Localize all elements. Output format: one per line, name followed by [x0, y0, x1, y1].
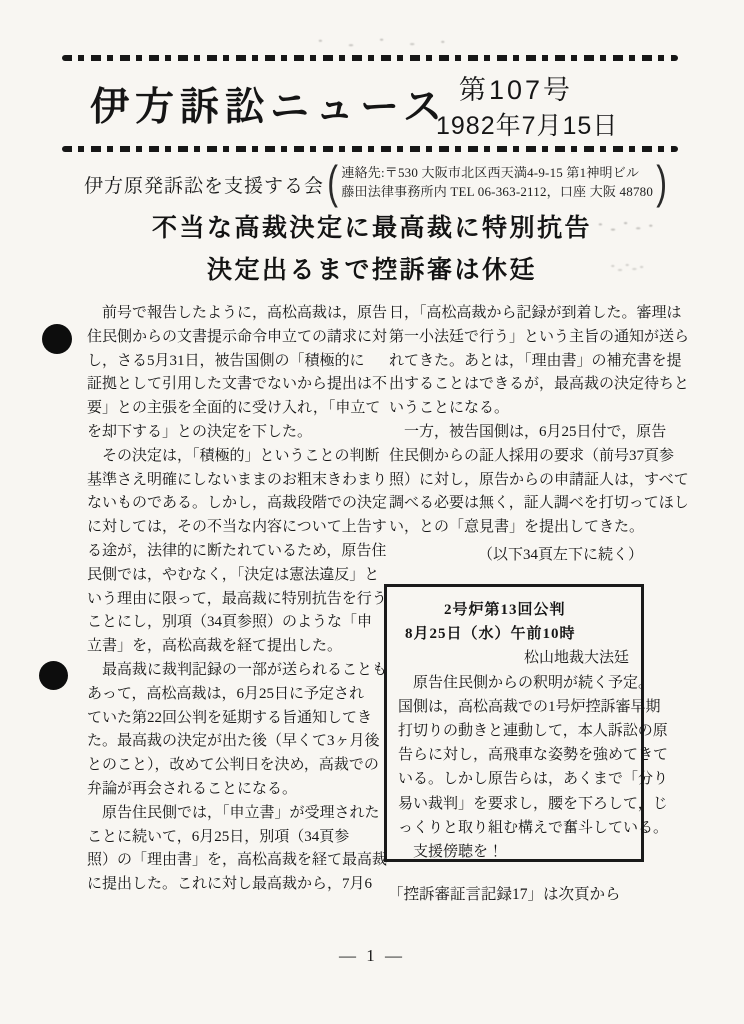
body-line: た。最高裁の決定が出た後（早くて3ヶ月後	[87, 733, 380, 750]
body-column-right	[389, 302, 690, 568]
notice-line: 告らに対し，高飛車な姿勢を強めてきて	[398, 747, 669, 764]
body-line: その決定は，「積極的」ということの判断	[87, 447, 380, 464]
paren-close: )	[656, 156, 668, 208]
body-line: に対しては，その不当な内容について上告す	[87, 519, 387, 536]
body-line: ないものである。しかし，高裁段階での決定	[87, 495, 388, 512]
body-line: 住民側からの証人採用の要求（前号37頁参	[389, 447, 675, 464]
body-line: 出することはできるが，最高裁の決定待ちと	[389, 376, 690, 393]
body-line: いうことになる。	[389, 400, 510, 417]
body-line: 照）に対し，原告からの申請証人は，すべて	[389, 471, 689, 488]
scan-smudge	[608, 258, 648, 278]
continuation-note: （以下34頁左下に続く）	[477, 546, 643, 563]
body-line: る途が，法律的に断たれているため，原告住	[87, 542, 387, 559]
headline-main: 不当な高裁決定に最高裁に特別抗告	[151, 214, 592, 242]
hearing-datetime: 8月25日（水）午前10時	[405, 626, 576, 643]
notice-line: 打切りの動きと連動して，本人訴訟の原	[398, 723, 668, 740]
next-page-note: 「控訴審証言記録17」は次頁から	[388, 886, 621, 903]
paren-open: (	[327, 156, 339, 208]
hearing-title: 2号炉第13回公判	[444, 602, 566, 618]
body-line: 住民側からの文書提示命令申立ての請求に対	[87, 328, 388, 345]
page-number: ― 1 ―	[339, 946, 405, 965]
notice-line: 原告住民側からの釈明が続く予定。	[398, 674, 654, 691]
body-line: 弁論が再会されることになる。	[87, 780, 298, 797]
notice-closing: 支援傍聴を！	[398, 844, 504, 861]
body-line: 第一小法廷で行う」という主旨の通知が送ら	[389, 328, 690, 345]
body-line: あって，高松高裁は，6月25日に予定され	[87, 685, 365, 702]
hearing-venue: 松山地裁大法廷	[524, 650, 630, 667]
body-line: 原告住民側では，「申立書」が受理された	[87, 804, 380, 821]
contact-address	[341, 163, 653, 201]
body-column-left	[87, 302, 388, 897]
body-line: 民側では，やむなく，「決定は憲法違反」と	[87, 566, 380, 583]
scan-smudge	[592, 214, 662, 240]
contact-address-line2: 藤田法律事務所内 TEL 06-363-2112，口座 大阪 48780	[341, 184, 654, 199]
notice-line: いる。しかし原告らは，あくまで「分り	[398, 771, 669, 788]
notice-line: 易い裁判」を要求し，腰を下ろして，じ	[398, 795, 668, 812]
scan-smudge	[300, 32, 470, 54]
body-line: 日，「高松高裁から記録が到着した。審理は	[389, 305, 682, 321]
dashed-rule-middle	[62, 146, 678, 152]
body-line: いう理由に限って，最高裁に特別抗告を行う	[87, 590, 387, 607]
body-line: 基準さえ明確にしないままのお粗末きわまり	[87, 471, 388, 488]
body-line: 調べる必要は無く，証人調べを打切ってほし	[389, 495, 689, 512]
body-line: 照）の「理由書」を，高松高裁を経て最高裁	[87, 852, 388, 869]
notice-line: っくりと取り組む構えで奮斗している。	[398, 819, 669, 836]
newsletter-title: 伊方訴訟ニュース	[90, 86, 449, 129]
body-line: ことにし，別項（34頁参照）のような「申	[87, 614, 373, 631]
contact-address-line1: 連絡先:〒530 大阪市北区西天満4-9-15 第1神明ビル	[341, 165, 640, 180]
body-line: い，との「意見書」を提出してきた。	[389, 519, 645, 536]
body-line: を却下する」との決定を下した。	[87, 423, 313, 440]
notice-line: 国側は，高松高裁での1号炉控訴審早期	[398, 698, 661, 715]
issue-date: 1982年7月15日	[436, 112, 619, 140]
punch-hole-mark	[42, 324, 72, 354]
body-line: ことに続いて，6月25日，別項（34頁参	[87, 828, 350, 845]
body-line: 最高裁に裁判記録の一部が送られることも	[87, 661, 388, 678]
body-line: に提出した。これに対し最高裁から，7月6	[87, 876, 373, 893]
body-line: 前号で報告したように，高松高裁は，原告	[87, 305, 388, 321]
issue-number: 第107号	[459, 75, 574, 105]
contact-block	[84, 156, 670, 208]
body-line: れてきた。あとは，「理由書」の補充書を提	[389, 352, 682, 369]
body-line: 一方，被告国側は，6月25日付で，原告	[389, 423, 667, 440]
organization-name: 伊方原発訴訟を支援する会	[84, 175, 325, 197]
hearing-notice-box	[384, 584, 669, 862]
body-line: ていた第22回公判を延期する旨通知してき	[87, 709, 373, 726]
body-line: 立書」を，高松高裁を経て提出した。	[87, 638, 343, 655]
dashed-rule-top	[62, 55, 678, 61]
body-line: とのこと），改めて公判日を決め，高裁での	[87, 757, 379, 774]
body-line: し，さる5月31日，被告国側の「積極的に	[87, 352, 365, 369]
headline-sub: 決定出るまで控訴審は休廷	[206, 256, 537, 284]
punch-hole-mark	[39, 661, 68, 690]
body-line: 要」との主張を全面的に受け入れ，「申立て	[87, 400, 381, 417]
body-line: 証拠として引用した文書でないから提出は不	[87, 376, 388, 393]
